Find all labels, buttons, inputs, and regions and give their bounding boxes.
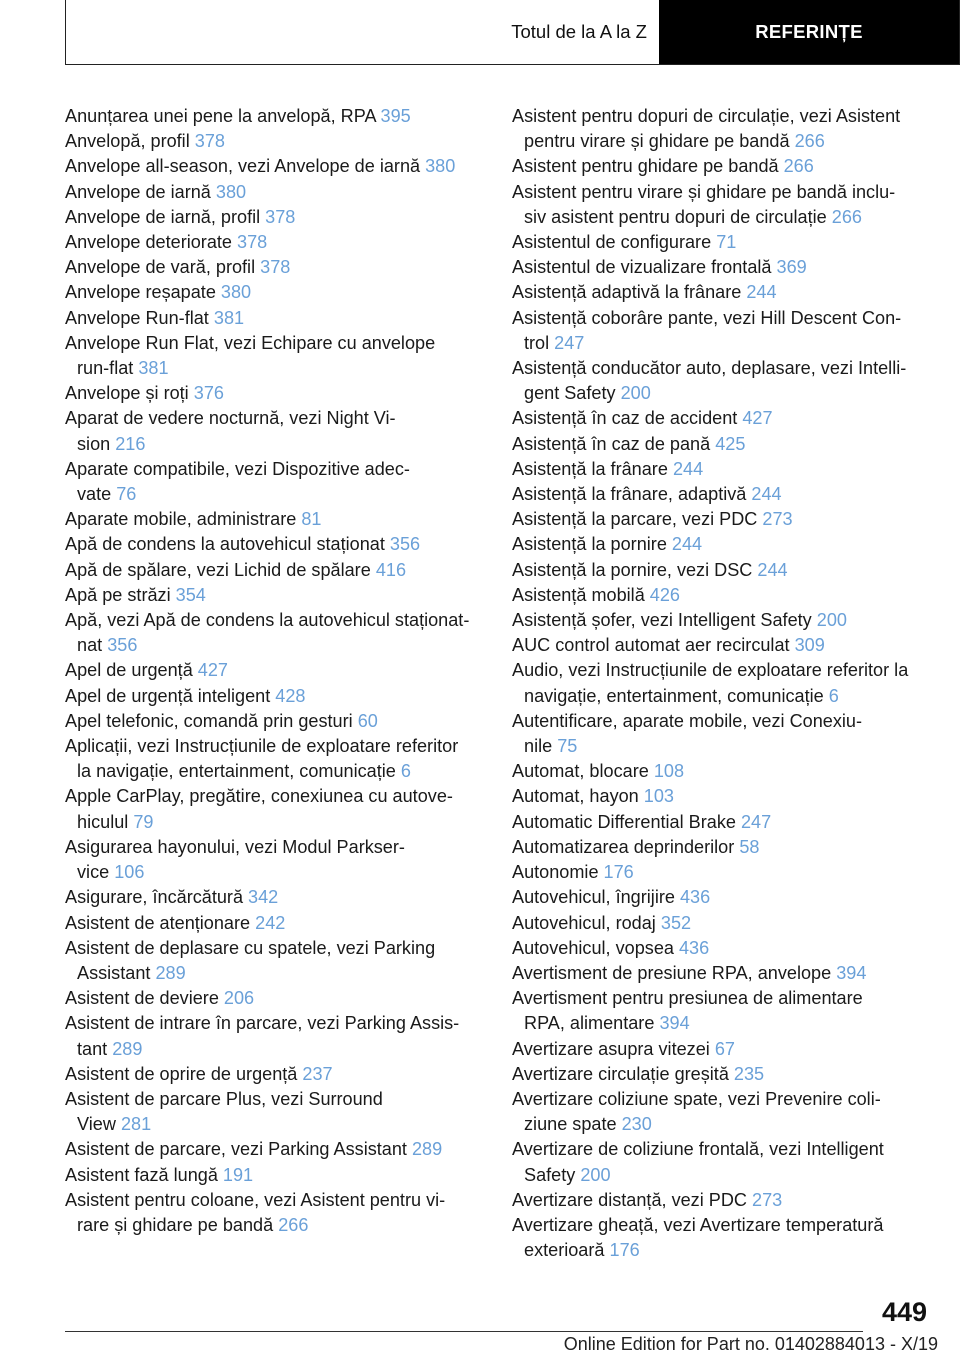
index-entry-line — [512, 1163, 930, 1188]
index-term: pentru virare și ghidare pe bandă — [524, 131, 790, 152]
index-term: siv asistent pentru dopuri de circulație — [524, 206, 827, 227]
index-term: Autovehicul, vopsea — [512, 937, 674, 958]
index-page-link[interactable]: 76 — [116, 484, 137, 505]
index-term: Apă de condens la autovehicul staționat — [65, 534, 385, 555]
index-page-link[interactable]: 242 — [255, 912, 286, 933]
index-term: nile — [524, 736, 553, 757]
index-entry-line — [65, 532, 483, 557]
index-page-link[interactable]: 235 — [733, 1063, 765, 1084]
index-page-link[interactable]: 67 — [714, 1038, 735, 1059]
index-entry-line — [65, 684, 483, 709]
index-entry-line — [512, 280, 930, 305]
index-page-link[interactable]: 427 — [742, 408, 773, 429]
index-entry-line — [65, 1062, 483, 1087]
index-page-link[interactable]: 356 — [389, 534, 421, 555]
index-term: Asistent pentru virare și ghidare pe bandă inclu- — [512, 181, 896, 202]
index-page-link[interactable]: 380 — [215, 181, 247, 202]
index-entry-line — [512, 1011, 930, 1036]
index-entry-line — [512, 885, 930, 910]
index-page-link[interactable]: 394 — [659, 1013, 690, 1034]
index-page-link[interactable]: 281 — [120, 1114, 152, 1135]
index-page-link[interactable]: 273 — [762, 509, 793, 530]
index-term: hiculul — [77, 811, 129, 832]
index-page-link[interactable]: 244 — [751, 484, 782, 505]
index-page-link[interactable]: 244 — [671, 534, 703, 555]
index-term: Asistență mobilă — [512, 584, 645, 605]
index-page-link[interactable]: 266 — [831, 206, 862, 227]
index-page-link[interactable]: 289 — [112, 1038, 143, 1059]
index-term: Automat, hayon — [512, 786, 639, 807]
index-term: Asistență la pornire — [512, 534, 667, 555]
index-entry-line — [65, 1213, 483, 1238]
index-term: Asistent de parcare Plus, vezi Surround — [65, 1088, 383, 1109]
index-term: ziune spate — [524, 1114, 617, 1135]
index-page-link[interactable]: 266 — [278, 1214, 309, 1235]
index-entry-line — [65, 633, 483, 658]
index-entry-line — [512, 684, 930, 709]
index-term: Autentificare, aparate mobile, vezi Conexiu- — [512, 710, 862, 731]
index-term: navigație, entertainment, comunicație — [524, 685, 824, 706]
index-entry-line — [65, 104, 483, 129]
index-term: Asistent de atenționare — [65, 912, 251, 933]
index-entry-line — [512, 532, 930, 557]
index-entry-line — [65, 1163, 483, 1188]
index-term: Aparate mobile, administrare — [65, 509, 297, 530]
index-entry-line — [65, 129, 483, 154]
index-entry-line — [512, 1137, 930, 1162]
index-term: gent Safety — [524, 383, 616, 404]
index-term: Anvelope de iarnă, profil — [65, 206, 261, 227]
index-page-link[interactable]: 266 — [794, 131, 825, 152]
index-entry-line — [65, 911, 483, 936]
index-term: tant — [77, 1038, 108, 1059]
index-entry-line — [512, 406, 930, 431]
index-term: Autovehicul, rodaj — [512, 912, 656, 933]
index-term: Anvelope și roți — [65, 383, 189, 404]
index-term: Asistent de intrare în parcare, vezi Parking Assis- — [65, 1013, 460, 1034]
index-entry-line — [65, 810, 483, 835]
index-page-link[interactable]: 6 — [828, 685, 839, 706]
index-page-link[interactable]: 200 — [816, 610, 847, 631]
index-term: la navigație, entertainment, comunicație — [77, 761, 396, 782]
index-entry-line — [512, 230, 930, 255]
index-term: Apă pe străzi — [65, 584, 171, 605]
index-term: sion — [77, 433, 111, 454]
index-term: Aplicații, vezi Instrucțiunile de exploatare referitor — [65, 736, 459, 757]
index-term: Asistentul de vizualizare frontală — [512, 257, 772, 278]
index-entry-line — [65, 180, 483, 205]
index-column-right — [512, 104, 930, 1263]
index-term: Asistență în caz de pană — [512, 433, 711, 454]
index-entry-line — [65, 558, 483, 583]
index-term: Anvelopă, profil — [65, 131, 190, 152]
index-entry-line — [512, 104, 930, 129]
index-page-link[interactable]: 106 — [114, 862, 145, 883]
index-term: Asigurarea hayonului, vezi Modul Parkser- — [65, 836, 405, 857]
index-term: Safety — [524, 1164, 576, 1185]
index-term: Assistant — [77, 962, 151, 983]
index-entry-line — [65, 356, 483, 381]
index-page-link[interactable]: 427 — [197, 660, 228, 681]
index-term: Automat, blocare — [512, 761, 649, 782]
index-page-link[interactable]: 309 — [794, 635, 825, 656]
index-page-link[interactable]: 380 — [220, 282, 252, 303]
index-page-link[interactable]: 176 — [609, 1240, 640, 1261]
index-entry-line — [65, 154, 483, 179]
index-term: Anunțarea unei pene la anvelopă, RPA — [65, 106, 376, 126]
index-term: Asistent pentru dopuri de circulație, vezi Asistent — [512, 106, 901, 126]
index-entry-line — [65, 608, 483, 633]
index-page-link[interactable]: 394 — [836, 962, 867, 983]
index-entry-line — [65, 1188, 483, 1213]
index-entry-line — [65, 1011, 483, 1036]
index-term: Autonomie — [512, 862, 599, 883]
index-term: Avertizare distanță, vezi PDC — [512, 1189, 747, 1210]
index-page-link[interactable]: 395 — [380, 106, 411, 126]
index-term: Avertizare coliziune spate, vezi Prevenire coli- — [512, 1088, 881, 1109]
index-entry-line — [65, 432, 483, 457]
index-page-link[interactable]: 380 — [425, 156, 456, 177]
index-page-link[interactable]: 381 — [213, 307, 245, 328]
index-term: Aparat de vedere nocturnă, vezi Night Vi- — [65, 408, 396, 429]
index-page-link[interactable]: 369 — [776, 257, 807, 278]
index-term: Asistent de oprire de urgență — [65, 1063, 298, 1084]
index-entry-line — [512, 1037, 930, 1062]
index-page-link[interactable]: 75 — [557, 736, 578, 757]
index-term: Asistent de parcare, vezi Parking Assistant — [65, 1139, 407, 1160]
index-page-link[interactable]: 81 — [301, 509, 322, 530]
index-term: Asistență la pornire, vezi DSC — [512, 559, 753, 580]
index-entry-line — [512, 784, 930, 809]
index-term: exterioară — [524, 1240, 605, 1261]
index-entry-line — [65, 709, 483, 734]
index-entry-line — [512, 911, 930, 936]
index-term: Asistent de deplasare cu spatele, vezi Parking — [65, 937, 436, 958]
index-term: Anvelope Run Flat, vezi Echipare cu anvelope — [65, 332, 436, 353]
index-term: Asistență în caz de accident — [512, 408, 738, 429]
index-page-link[interactable]: 354 — [175, 584, 206, 605]
index-page-link[interactable]: 244 — [757, 559, 788, 580]
index-page-link[interactable]: 426 — [649, 584, 680, 605]
index-entry-line — [512, 381, 930, 406]
index-entry-line — [65, 482, 483, 507]
index-entry-line — [512, 608, 930, 633]
index-term: View — [77, 1114, 116, 1135]
index-term: Automatic Differential Brake — [512, 811, 736, 832]
index-page-link[interactable]: 6 — [400, 761, 411, 782]
index-entry-line — [65, 885, 483, 910]
index-entry-line — [65, 734, 483, 759]
index-page-link[interactable]: 352 — [660, 912, 692, 933]
index-page-link[interactable]: 103 — [643, 786, 674, 807]
index-entry-line — [512, 558, 930, 583]
page-header — [65, 0, 960, 65]
index-entry-line — [65, 205, 483, 230]
index-term: Avertizare circulație greșită — [512, 1063, 729, 1084]
index-term: Asistență coborâre pante, vezi Hill Descent Con- — [512, 307, 902, 328]
index-term: Anvelope reșapate — [65, 282, 216, 303]
index-entry-line — [512, 457, 930, 482]
index-entry-line — [512, 658, 930, 683]
index-term: RPA, alimentare — [524, 1013, 655, 1034]
index-entry-line — [65, 1087, 483, 1112]
index-term: Avertizare de coliziune frontală, vezi Intelligent — [512, 1139, 884, 1160]
footer-divider — [65, 1331, 863, 1332]
index-term: Audio, vezi Instrucțiunile de exploatare referitor la — [512, 660, 909, 681]
index-term: Asistentul de configurare — [512, 232, 712, 253]
index-page-link[interactable]: 244 — [672, 458, 704, 479]
index-page-link[interactable]: 289 — [411, 1139, 443, 1160]
index-page-link[interactable]: 58 — [739, 836, 760, 857]
index-term: Avertisment pentru presiunea de alimentare — [512, 988, 863, 1009]
index-entry-line — [512, 129, 930, 154]
index-entry-line — [512, 986, 930, 1011]
index-entry-line — [65, 658, 483, 683]
index-entry-line — [65, 280, 483, 305]
index-entry-line — [512, 432, 930, 457]
index-entry-line — [65, 1112, 483, 1137]
index-term: nat — [77, 635, 103, 656]
index-term: Avertisment de presiune RPA, anvelope — [512, 962, 832, 983]
index-entry-line — [65, 255, 483, 280]
index-term: Asistență șofer, vezi Intelligent Safety — [512, 610, 812, 631]
index-entry-line — [512, 306, 930, 331]
index-entry-line — [65, 835, 483, 860]
index-entry-line — [512, 709, 930, 734]
index-term: Anvelope de iarnă — [65, 181, 211, 202]
index-entry-line — [512, 961, 930, 986]
index-page-link[interactable]: 60 — [357, 710, 378, 731]
index-entry-line — [512, 1112, 930, 1137]
index-entry-line — [512, 482, 930, 507]
index-page-link[interactable]: 378 — [260, 257, 291, 278]
index-page-link[interactable]: 436 — [678, 937, 710, 958]
index-entry-line — [512, 255, 930, 280]
index-term: Apel de urgență inteligent — [65, 685, 271, 706]
index-page-link[interactable]: 176 — [603, 862, 634, 883]
index-page-link[interactable]: 216 — [115, 433, 146, 454]
chapter-title: REFERINȚE — [659, 0, 959, 64]
index-page-link[interactable]: 289 — [155, 962, 186, 983]
index-page-link[interactable]: 378 — [265, 206, 296, 227]
index-term: Avertizare asupra vitezei — [512, 1038, 710, 1059]
index-term: Automatizarea deprinderilor — [512, 836, 735, 857]
index-entry-line — [512, 507, 930, 532]
index-page-link[interactable]: 266 — [783, 156, 814, 177]
index-term: Asistență la parcare, vezi PDC — [512, 509, 758, 530]
index-page-link[interactable]: 108 — [653, 761, 685, 782]
index-term: Anvelope Run-flat — [65, 307, 209, 328]
index-entry-line — [512, 583, 930, 608]
index-entry-line — [512, 1087, 930, 1112]
index-term: vate — [77, 484, 112, 505]
page-number: 449 — [881, 1297, 927, 1327]
index-page-link[interactable]: 247 — [554, 332, 585, 353]
index-term: Apă, vezi Apă de condens la autovehicul staționat- — [65, 610, 470, 631]
index-page-link[interactable]: 378 — [237, 232, 268, 253]
index-term: Asistent pentru coloane, vezi Asistent pentru vi- — [65, 1189, 446, 1210]
index-page-link[interactable]: 244 — [746, 282, 777, 303]
index-entry-line — [512, 734, 930, 759]
index-entry-line — [512, 1238, 930, 1263]
index-entry-line — [65, 306, 483, 331]
index-term: Aparate compatibile, vezi Dispozitive adec- — [65, 458, 410, 479]
index-page-link[interactable]: 425 — [715, 433, 746, 454]
index-page-link[interactable]: 79 — [133, 811, 154, 832]
index-term: Avertizare gheață, vezi Avertizare temperatură — [512, 1214, 884, 1235]
index-entry-line — [512, 633, 930, 658]
index-entry-line — [512, 936, 930, 961]
index-term: Asistent fază lungă — [65, 1164, 218, 1185]
index-term: vice — [77, 862, 110, 883]
index-entry-line — [65, 507, 483, 532]
index-entry-line — [512, 810, 930, 835]
index-column-left — [65, 104, 483, 1238]
index-page-link[interactable]: 342 — [248, 887, 279, 908]
footer-edition-text: Online Edition for Part no. 01402884013 - X/19 — [563, 1334, 938, 1354]
index-page-link[interactable]: 200 — [580, 1164, 611, 1185]
index-entry-line — [512, 835, 930, 860]
index-page-link[interactable]: 436 — [679, 887, 711, 908]
index-entry-line — [512, 1062, 930, 1087]
index-term: Anvelope deteriorate — [65, 232, 232, 253]
index-entry-line — [512, 356, 930, 381]
index-entry-line — [65, 961, 483, 986]
index-term: Apel de urgență — [65, 660, 193, 681]
index-entry-line — [65, 457, 483, 482]
index-page-link[interactable]: 230 — [621, 1114, 652, 1135]
index-term: Apă de spălare, vezi Lichid de spălare — [65, 559, 371, 580]
index-term: Apel telefonic, comandă prin gesturi — [65, 710, 353, 731]
index-page-link[interactable]: 416 — [375, 559, 407, 580]
index-entry-line — [65, 860, 483, 885]
index-entry-line — [512, 1188, 930, 1213]
index-page-link[interactable]: 273 — [752, 1189, 783, 1210]
index-page-link[interactable]: 237 — [302, 1063, 333, 1084]
index-page-link[interactable]: 200 — [620, 383, 651, 404]
index-term: Asistență la frânare — [512, 458, 668, 479]
index-term: Asistență conducător auto, deplasare, vezi Intelli- — [512, 358, 907, 379]
index-term: Apple CarPlay, pregătire, conexiunea cu autove- — [65, 786, 453, 807]
index-term: Asistență la frânare, adaptivă — [512, 484, 747, 505]
index-term: trol — [524, 332, 550, 353]
index-page-link[interactable]: 378 — [194, 131, 225, 152]
section-title: Totul de la A la Z — [511, 21, 647, 42]
index-term: AUC control automat aer recirculat — [512, 635, 790, 656]
index-entry-line — [65, 986, 483, 1011]
index-entry-line — [65, 230, 483, 255]
index-page-link[interactable]: 206 — [223, 988, 255, 1009]
index-entry-line — [65, 406, 483, 431]
index-page-link[interactable]: 376 — [193, 383, 224, 404]
index-entry-line — [512, 331, 930, 356]
index-term: Asistență adaptivă la frânare — [512, 282, 742, 303]
index-entry-line — [65, 936, 483, 961]
index-entry-line — [512, 180, 930, 205]
index-page-link[interactable]: 428 — [275, 685, 306, 706]
index-term: Anvelope de vară, profil — [65, 257, 256, 278]
index-entry-line — [512, 1213, 930, 1238]
index-term: Asistent de deviere — [65, 988, 219, 1009]
index-entry-line — [65, 1137, 483, 1162]
index-entry-line — [65, 583, 483, 608]
index-entry-line — [65, 1037, 483, 1062]
index-term: run-flat — [77, 358, 134, 379]
index-entry-line — [512, 154, 930, 179]
index-entry-line — [512, 759, 930, 784]
index-page-link[interactable]: 381 — [138, 358, 169, 379]
index-term: Asistent pentru ghidare pe bandă — [512, 156, 779, 177]
index-entry-line — [65, 381, 483, 406]
index-entry-line — [65, 784, 483, 809]
index-entry-line — [65, 759, 483, 784]
index-page-link[interactable]: 356 — [107, 635, 138, 656]
index-entry-line — [512, 205, 930, 230]
index-entry-line — [512, 860, 930, 885]
index-page-link[interactable]: 247 — [740, 811, 772, 832]
index-term: Anvelope all-season, vezi Anvelope de iarnă — [65, 156, 421, 177]
index-term: Asigurare, încărcătură — [65, 887, 244, 908]
index-page-link[interactable]: 71 — [716, 232, 737, 253]
index-entry-line — [65, 331, 483, 356]
index-term: Autovehicul, îngrijire — [512, 887, 675, 908]
index-page-link[interactable]: 191 — [222, 1164, 254, 1185]
index-term: rare și ghidare pe bandă — [77, 1214, 274, 1235]
